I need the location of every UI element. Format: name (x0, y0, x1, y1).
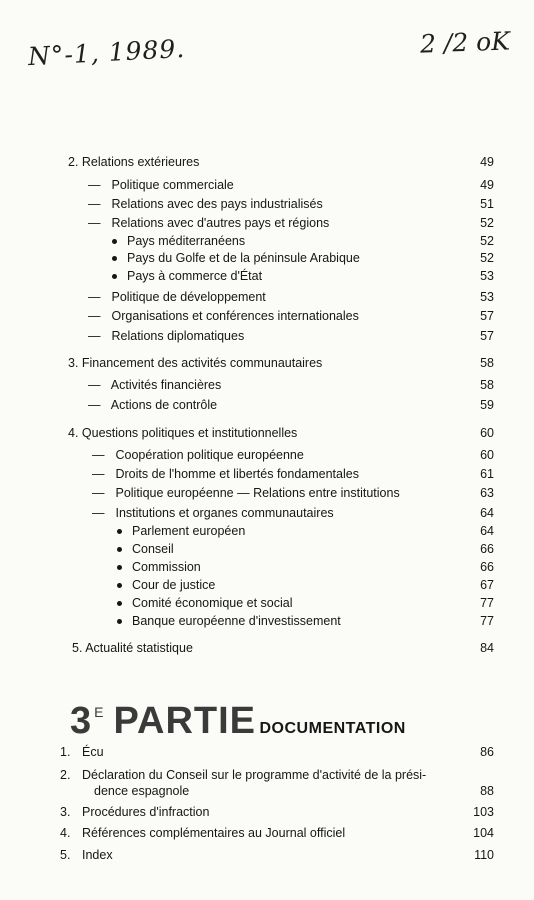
dash-marker: — (88, 216, 101, 230)
toc-subitem: Cour de justice (117, 578, 215, 592)
toc-page: 66 (480, 542, 494, 556)
toc-page: 77 (480, 614, 494, 628)
toc-subitem: Comité économique et social (117, 596, 293, 610)
dash-marker: — (92, 448, 105, 462)
toc-subitem: Pays méditerranéens (112, 234, 245, 248)
toc-page: 63 (480, 486, 494, 500)
doc-item-page: 104 (473, 826, 494, 840)
toc-item: — Politique européenne — Relations entre institutions (92, 486, 400, 500)
doc-item-number: 1. (60, 745, 71, 759)
toc-subitem: Banque européenne d'investissement (117, 614, 341, 628)
toc-page: 58 (480, 378, 494, 392)
toc-subitem: Pays à commerce d'État (112, 269, 262, 283)
toc-page: 84 (480, 641, 494, 655)
toc-heading: 4. Questions politiques et institutionnelles (68, 426, 298, 440)
bullet-icon (112, 256, 117, 261)
dash-marker: — (88, 309, 101, 323)
dash-marker: — (88, 178, 101, 192)
handwritten-note-left: N°-1, 1989. (27, 33, 186, 72)
toc-item: — Actions de contrôle (88, 398, 218, 412)
toc-item: — Droits de l'homme et libertés fondamentales (92, 467, 359, 481)
toc-item: — Coopération politique européenne (92, 448, 304, 462)
toc-subitem: Parlement européen (117, 524, 245, 538)
toc-item: — Organisations et conférences internationales (88, 309, 359, 323)
bullet-icon (117, 619, 122, 624)
doc-item-number: 5. (60, 848, 71, 862)
toc-heading: 3. Financement des activités communautaires (68, 356, 323, 370)
doc-item-label: Index (82, 848, 113, 862)
dash-marker: — (92, 506, 105, 520)
toc-page: 53 (480, 290, 494, 304)
doc-item-label: Références complémentaires au Journal officiel (82, 826, 346, 840)
toc-page: 60 (480, 426, 494, 440)
toc-page: 77 (480, 596, 494, 610)
toc-page: 58 (480, 356, 494, 370)
part-word: PARTIE (113, 700, 257, 742)
doc-item-page: 88 (480, 784, 494, 798)
toc-heading: 2. Relations extérieures (68, 155, 200, 169)
part-heading (70, 700, 406, 743)
bullet-icon (117, 583, 122, 588)
dash-marker: — (92, 467, 105, 481)
toc-page: 57 (480, 329, 494, 343)
toc-page: 51 (480, 197, 494, 211)
doc-item-page: 103 (473, 805, 494, 819)
toc-item: — Activités financières (88, 378, 222, 392)
dash-marker: — (88, 329, 101, 343)
doc-item-page: 86 (480, 745, 494, 759)
bullet-icon (112, 239, 117, 244)
toc-subitem: Commission (117, 560, 201, 574)
toc-page: 52 (480, 216, 494, 230)
toc-page: 52 (480, 234, 494, 248)
toc-item: — Politique de développement (88, 290, 266, 304)
doc-item-number: 2. (60, 768, 71, 782)
toc-page: 49 (480, 178, 494, 192)
dash-marker: — (88, 398, 101, 412)
toc-page: 57 (480, 309, 494, 323)
bullet-icon (112, 274, 117, 279)
toc-page: 52 (480, 251, 494, 265)
dash-marker: — (88, 197, 101, 211)
toc-page: 64 (480, 506, 494, 520)
handwritten-note-right: 2 /2 oK (419, 26, 511, 59)
toc-item: — Relations avec des pays industrialisés (88, 197, 323, 211)
dash-marker: — (92, 486, 105, 500)
bullet-icon (117, 601, 122, 606)
toc-page: 66 (480, 560, 494, 574)
toc-item: — Relations diplomatiques (88, 329, 245, 343)
bullet-icon (117, 529, 122, 534)
toc-page: 64 (480, 524, 494, 538)
bullet-icon (117, 547, 122, 552)
toc-subitem: Conseil (117, 542, 174, 556)
toc-page: 53 (480, 269, 494, 283)
part-number-suffix: E (94, 704, 104, 720)
doc-item-label: Déclaration du Conseil sur le programme d'activité de la prési- (82, 768, 427, 782)
toc-item: — Politique commerciale (88, 178, 234, 192)
doc-item-number: 4. (60, 826, 71, 840)
doc-item-label: Procédures d'infraction (82, 805, 210, 819)
part-subtitle: DOCUMENTATION (259, 720, 406, 737)
toc-item: — Relations avec d'autres pays et régions (88, 216, 330, 230)
toc-page: 67 (480, 578, 494, 592)
dash-marker: — (88, 378, 101, 392)
toc-page: 59 (480, 398, 494, 412)
toc-subitem: Pays du Golfe et de la péninsule Arabique (112, 251, 360, 265)
part-number: 3 (70, 700, 93, 742)
toc-heading: 5. Actualité statistique (72, 641, 193, 655)
dash-marker: — (88, 290, 101, 304)
toc-page: 60 (480, 448, 494, 462)
doc-item-number: 3. (60, 805, 71, 819)
toc-page: 61 (480, 467, 494, 481)
doc-item-label-continued: dence espagnole (94, 784, 190, 798)
bullet-icon (117, 565, 122, 570)
doc-item-label: Écu (82, 745, 104, 759)
doc-item-page: 110 (474, 848, 494, 862)
toc-page: 49 (480, 155, 494, 169)
toc-item: — Institutions et organes communautaires (92, 506, 334, 520)
